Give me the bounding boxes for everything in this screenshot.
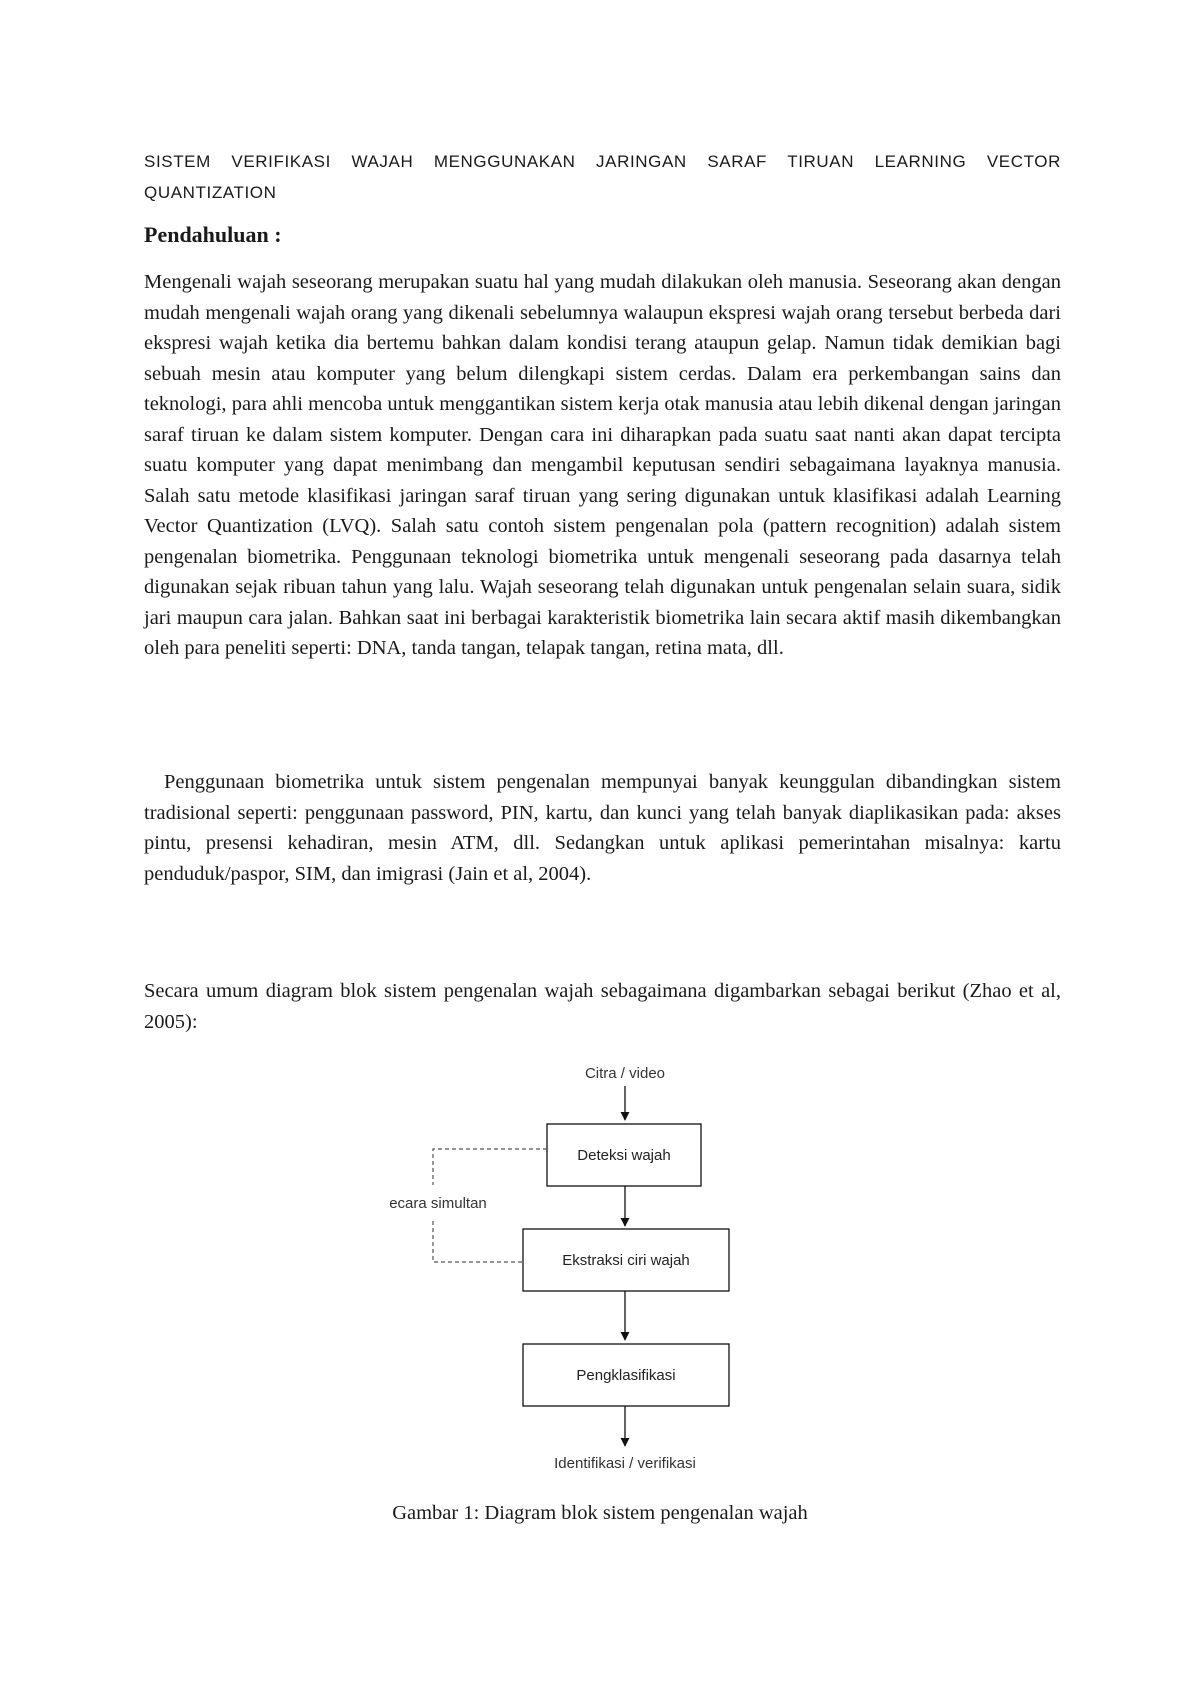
block-detection-label: Deteksi wajah: [577, 1147, 671, 1164]
figure-caption: Gambar 1: Diagram blok sistem pengenalan wajah: [392, 1502, 808, 1524]
block-extraction-label: Ekstraksi ciri wajah: [562, 1252, 690, 1269]
paragraph-3: Secara umum diagram blok sistem pengenalan wajah sebagaimana digambarkan sebagai berikut (Zhao et al, 2005):: [144, 980, 1061, 1033]
paragraph-2: Penggunaan biometrika untuk sistem pengenalan mempunyai banyak keunggulan dibandingkan sistem tradisional seperti: penggunaan password, PIN, kartu, dan kunci yang telah banyak diaplikasikan pada: akses pintu, presensi kehadiran, mesin ATM, dll. Sedangkan untuk aplikasi pemerintahan misalnya: kartu penduduk/paspor, SIM, dan imigrasi (Jain et al, 2004).: [144, 771, 1061, 885]
paragraph-1: Mengenali wajah seseorang merupakan suatu hal yang mudah dilakukan oleh manusia. Seseorang akan dengan mudah mengenali wajah orang yang dikenali sebelumnya walaupun ekspresi wajah orang tersebut berbeda dari ekspresi wajah ketika dia bertemu bahkan dalam kondisi terang ataupun gelap. Namun tidak demikian bagi sebuah mesin atau komputer yang belum dilengkapi sistem cerdas. Dalam era perkembangan sains dan teknologi, para ahli mencoba untuk menggantikan sistem kerja otak manusia atau lebih dikenal dengan jaringan saraf tiruan ke dalam sistem komputer. Dengan cara ini diharapkan pada suatu saat nanti akan dapat tercipta suatu komputer yang dapat menimbang dan mengambil keputusan sendiri sebagaimana layaknya manusia. Salah satu metode klasifikasi jaringan saraf tiruan yang sering digunakan untuk klasifikasi adalah Learning Vector Quantization (LVQ). Salah satu contoh sistem pengenalan pola (pattern recognition) adalah sistem pengenalan biometrika. Penggunaan teknologi biometrika untuk mengenali seseorang pada dasarnya telah digunakan sejak ribuan tahun yang lalu. Wajah seseorang telah digunakan untuk pengenalan selain suara, sidik jari maupun cara jalan. Bahkan saat ini berbagai karakteristik biometrika lain secara aktif masih dikembangkan oleh para peneliti seperti: DNA, tanda tangan, telapak tangan, retina mata, dll.: [144, 271, 1061, 659]
document-title: SISTEM VERIFIKASI WAJAH MENGGUNAKAN JARINGAN SARAF TIRUAN LEARNING VECTOR QUANTIZATION: [144, 152, 1061, 202]
simultaneous-label: ecara simultan: [389, 1195, 487, 1212]
section-heading: Pendahuluan :: [144, 222, 282, 247]
block-diagram: [0, 1050, 1200, 1490]
diagram-output-label: Identifikasi / verifikasi: [554, 1455, 696, 1472]
block-classifier-label: Pengklasifikasi: [576, 1367, 676, 1384]
diagram-input-label: Citra / video: [584, 1065, 666, 1082]
